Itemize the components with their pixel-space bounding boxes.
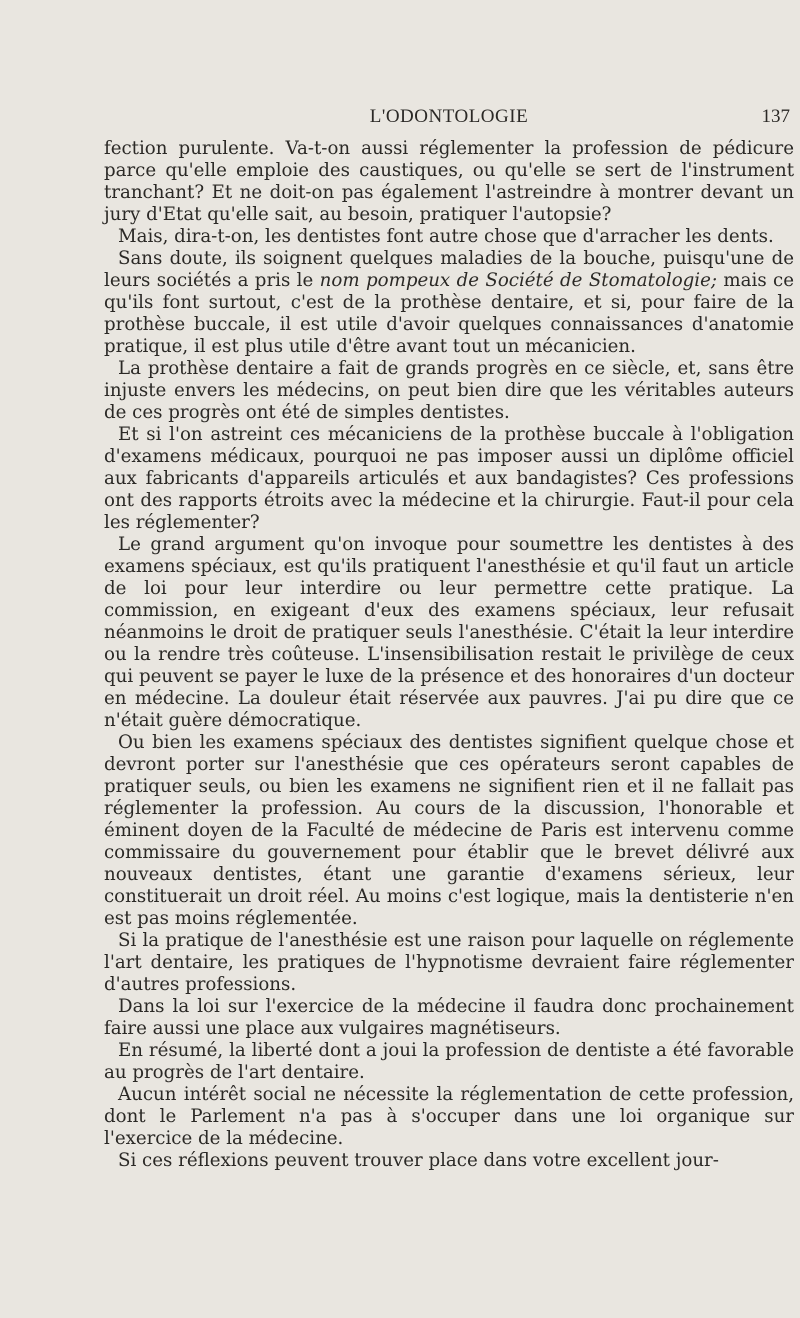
running-title: L'ODONTOLOGIE (369, 106, 529, 127)
paragraph: Si ces réflexions peuvent trouver place dans votre excellent jour- (118, 1150, 719, 1171)
paragraph: Ou bien les examens spéciaux des dentistes signifient quelque chose et devront porter sur l'anesthésie que ces opérateurs seront capables de pratiquer seuls, ou bien les examens ne signifient rien et il ne fallait pas réglementer la profession. Au cours de la discussion, l'honorable et éminent doyen de la Faculté de médecine de Paris est intervenu comme commissaire du gouvernement pour établir que le brevet délivré aux nouveaux dentistes, étant une garantie d'examens sérieux, leur constituerait un droit réel. Au moins c'est logique, mais la dentisterie n'en est pas moins réglementée. (104, 732, 794, 929)
paragraph-text: Sans doute, ils soignent quelques maladies de la bouche, puisqu'une de leurs sociétés a pris le (104, 248, 794, 291)
paragraph: Si la pratique de l'anesthésie est une raison pour laquelle on réglemente l'art dentaire, les pratiques de l'hypnotisme devraient faire réglementer d'autres professions. (104, 930, 794, 995)
paragraph (104, 248, 794, 358)
paragraph: Dans la loi sur l'exercice de la médecine il faudra donc prochainement faire aussi une place aux vulgaires magnétiseurs. (104, 996, 794, 1039)
paragraph-text: mais ce qu'ils font surtout, c'est de la prothèse dentaire, et si, pour faire de la prothèse buccale, il est utile d'avoir quelques connaissances d'anatomie pratique, il est plus utile d'être avant tout un mécanicien. (104, 270, 794, 357)
italic-text: nom pompeux de Société de Stomatologie; (319, 270, 718, 291)
paragraph: Aucun intérêt social ne nécessite la réglementation de cette profession, dont le Parlement n'a pas à s'occuper dans une loi organique sur l'exercice de la médecine. (104, 1084, 794, 1149)
paragraph: Le grand argument qu'on invoque pour soumettre les dentistes à des examens spéciaux, est qu'ils pratiquent l'anesthésie et qu'il faut un article de loi pour leur interdire ou leur permettre cette pratique. La commission, en exigeant d'eux des examens spéciaux, leur refusait néanmoins le droit de pratiquer seuls l'anesthésie. C'était la leur interdire ou la rendre très coûteuse. L'insensibilisation restait le privilège de ceux qui peuvent se payer le luxe de la présence et des honoraires d'un docteur en médecine. La douleur était réservée aux pauvres. J'ai pu dire que ce n'était guère démocratique. (104, 534, 794, 731)
running-header (104, 104, 794, 134)
paragraph: Mais, dira-t-on, les dentistes font autre chose que d'arracher les dents. (118, 226, 774, 247)
paragraph: En résumé, la liberté dont a joui la profession de dentiste a été favorable au progrès de l'art dentaire. (104, 1040, 794, 1083)
page-number: 137 (761, 106, 790, 127)
body-text (104, 138, 794, 1172)
paragraph: La prothèse dentaire a fait de grands progrès en ce siècle, et, sans être injuste envers les médecins, on peut bien dire que les véritables auteurs de ces progrès ont été de simples dentistes. (104, 358, 794, 423)
paragraph: fection purulente. Va-t-on aussi réglementer la profession de pédicure parce qu'elle emploie des caustiques, ou qu'elle se sert de l'instrument tranchant? Et ne doit-on pas également l'astreindre à montrer devant un jury d'Etat qu'elle sait, au besoin, pratiquer l'autopsie? (104, 138, 794, 225)
paragraph: Et si l'on astreint ces mécaniciens de la prothèse buccale à l'obligation d'examens médicaux, pourquoi ne pas imposer aussi un diplôme officiel aux fabricants d'appareils articulés et aux bandagistes? Ces professions ont des rapports étroits avec la médecine et la chirurgie. Faut-il pour cela les réglementer? (104, 424, 794, 533)
